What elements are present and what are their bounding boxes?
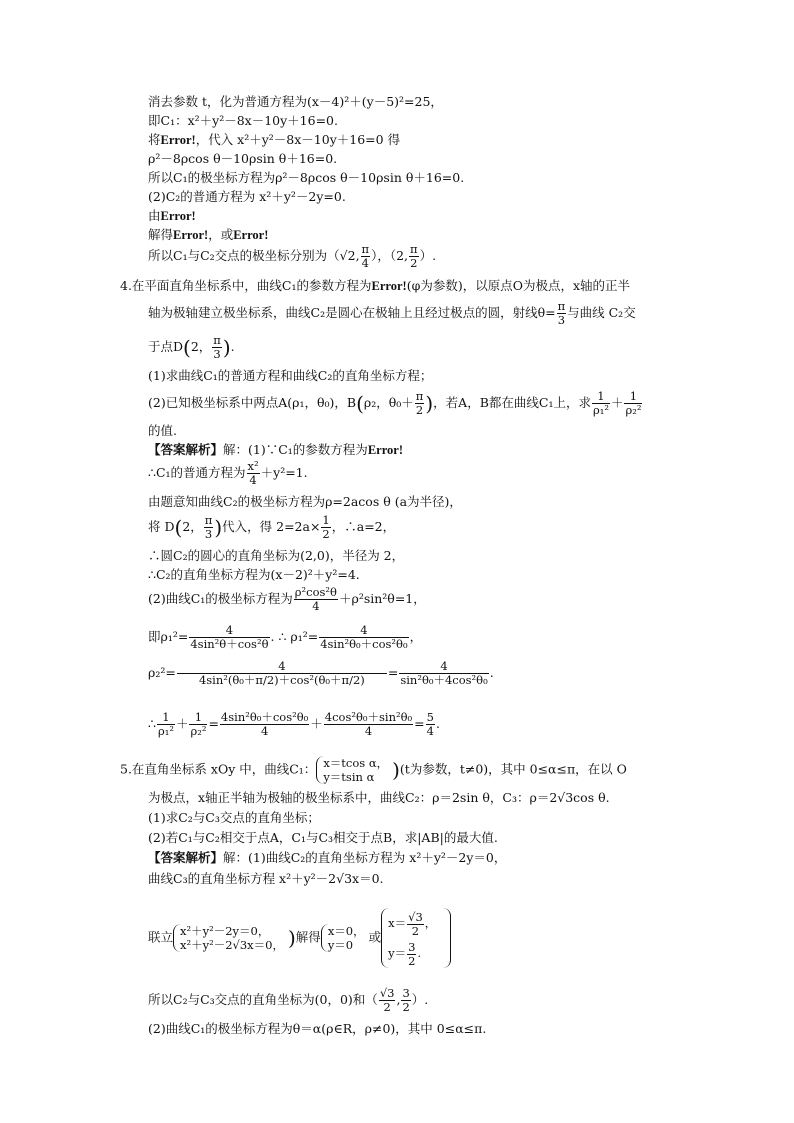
text-line: ρ²－8ρcos θ－10ρsin θ＋16=0.: [148, 151, 338, 166]
error-field: Error!: [233, 228, 269, 242]
text-line: 由题意知曲线C₂的极坐标方程为ρ=2acos θ (a为半径)，: [148, 494, 462, 509]
answer-line: 【答案解析】解：(1)曲线C₂的直角坐标方程为 x²＋y²－2y＝0，: [148, 850, 507, 865]
text-line: ∴ $\frac{1}{\text{ρ₁²}}$ ＋ $\frac{1}{\text{ρ₂²}}$ = $\frac{\text{4sin²θ₀＋cos²θ₀}}{4}$ ＋ $\frac{\text{4cos²θ₀＋sin²θ₀}}{4}$ = $\frac{5}{4}$ .: [148, 710, 440, 738]
text-line: (2)C₂的普通方程为 x²＋y²－2y=0.: [148, 189, 346, 204]
fraction: $\frac{\pi}{2}$: [410, 242, 418, 270]
fraction: $\frac{1}{\text{ρ₂²}}$: [190, 710, 207, 738]
text-line: ∴C₂的直角坐标方程为(x－2)²＋y²=4.: [148, 567, 360, 582]
answer-tag: 【答案解析】: [148, 442, 224, 457]
fraction: $\frac{\text{ρ²cos²θ}}{4}$: [294, 585, 337, 613]
error-field: Error!: [173, 228, 209, 242]
fraction: $\frac{\text{4cos²θ₀＋sin²θ₀}}{4}$: [324, 710, 413, 738]
text-line: (2)曲线C₁的极坐标方程为θ＝α(ρ∈R，ρ≠0)，其中 0≤α≤π.: [148, 1021, 487, 1036]
fraction: $\frac{√3}{2}$: [408, 909, 423, 938]
text-line: 所以C₂与C₃交点的直角坐标为(0，0)和（ $\frac{√3}{2}$ , $\frac{3}{2}$ ）.: [148, 986, 429, 1014]
fraction: $\frac{\pi}{3}$: [557, 299, 566, 327]
text-line: ∴C₁的普通方程为 $\frac{\text{x²}}{4}$ ＋y²=1.: [148, 459, 308, 487]
fraction: $\frac{\pi}{4}$: [361, 242, 370, 270]
text-line: 即C₁：x²＋y²－8x－10y＋16=0.: [148, 113, 338, 128]
fraction: $\frac{\text{4sin²θ₀＋cos²θ₀}}{4}$: [220, 710, 309, 738]
fraction: $\frac{4}{\text{sin²θ₀＋4cos²θ₀}}$: [400, 659, 488, 687]
text-line: 将Error!，代入 x²＋y²－8x－10y＋16=0 得: [148, 132, 401, 147]
equation-system: x＝tcos α， y＝tsin α: [316, 756, 392, 784]
fraction: $\frac{1}{\text{ρ₁²}}$: [592, 389, 609, 417]
fraction: $\frac{1}{\text{ρ₁²}}$: [157, 710, 174, 738]
question-4-line: 4.在平面直角坐标系中，曲线C₁的参数方程为Error!(φ为参数)，以原点O为极点，x轴的正半: [120, 278, 630, 293]
fraction: $\frac{√3}{2}$: [379, 986, 395, 1014]
text-line: ρ₂²= $\frac{4}{\text{4sin²(θ₀＋π/2)＋cos²(θ₀＋π/2)}}$ = $\frac{4}{\text{sin²θ₀＋4cos²θ₀}}$ .: [148, 659, 494, 687]
fraction: $\frac{1}{2}$: [322, 513, 330, 541]
text-line: (1)求C₂与C₃交点的直角坐标；: [148, 810, 320, 825]
text-line: 即ρ₁²= $\frac{4}{\text{4sin²θ＋cos²θ}}$ . ∴ ρ₁²= $\frac{4}{\text{4sin²θ₀＋cos²θ₀}}$ ，: [148, 623, 423, 651]
error-field: Error!: [160, 133, 196, 147]
equation-system: x＝0， y＝0: [321, 924, 369, 952]
text-line: 所以C₁的极坐标方程为ρ²－8ρcos θ－10ρsin θ＋16=0.: [148, 170, 465, 185]
answer-tag: 【答案解析】: [148, 850, 224, 865]
question-5-line: 5.在直角坐标系 xOy 中，曲线C₁： x＝tcos α， y＝tsin α )(t为参数，t≠0)，其中 0≤α≤π，在以 O: [120, 756, 627, 784]
error-field: Error!: [367, 443, 403, 457]
text-line: 所以C₁与C₂交点的极坐标分别为（√2, $\frac{\pi}{4}$ ），（2, $\frac{\pi}{2}$ ）.: [148, 242, 437, 270]
text-line: 轴为极轴建立极坐标系，曲线C₂是圆心在极轴上且经过极点的圆，射线θ= $\frac{\pi}{3}$ 与曲线 C₂交: [148, 299, 636, 327]
fraction: $\frac{\pi}{3}$: [204, 513, 213, 541]
answer-line: 【答案解析】解：(1)∵C₁的参数方程为Error!: [148, 442, 403, 457]
fraction: $\frac{4}{\text{4sin²θ₀＋cos²θ₀}}$: [320, 623, 408, 651]
fraction: $\frac{\text{x²}}{4}$: [247, 459, 259, 487]
fraction: $\frac{1}{\text{ρ₂²}}$: [625, 389, 642, 417]
text-line: (1)求曲线C₁的普通方程和曲线C₂的直角坐标方程；: [148, 368, 433, 383]
text-line: 由Error!: [148, 208, 196, 223]
equation-system: x＝ $\frac{√3}{2}$ ， y＝ $\frac{3}{2}$ .: [381, 908, 451, 968]
fraction: $\frac{\pi}{3}$: [213, 333, 221, 361]
text-line: 解得Error!，或Error!: [148, 227, 269, 242]
text-line: 消去参数 t，化为普通方程为(x－4)²＋(y－5)²=25，: [148, 94, 443, 109]
fraction: $\frac{3}{2}$: [408, 939, 416, 968]
fraction: $\frac{4}{\text{4sin²θ＋cos²θ}}$: [190, 623, 269, 651]
text-line: (2)曲线C₁的极坐标方程为 $\frac{\text{ρ²cos²θ}}{4}$ ＋ρ²sin²θ=1，: [148, 585, 426, 613]
error-field: Error!: [160, 209, 196, 223]
fraction: $\frac{\pi}{2}$: [415, 389, 424, 417]
fraction: $\frac{4}{\text{4sin²(θ₀＋π/2)＋cos²(θ₀＋π/2)}}$: [177, 660, 387, 687]
text-line: (2)已知极坐标系中两点A(ρ₁，θ₀)，B(ρ₂，θ₀＋ $\frac{\pi}{2}$ )，若A，B都在曲线C₁上，求 $\frac{1}{\text{ρ₁²}}$ ＋ $\frac{1}{\text{ρ₂²}}$: [148, 389, 642, 417]
error-field: Error!: [371, 279, 407, 293]
fraction: $\frac{3}{2}$: [402, 986, 410, 1014]
text-line: 的值.: [148, 423, 177, 438]
text-line: ∴圆C₂的圆心的直角坐标为(2,0)，半径为 2，: [148, 548, 405, 563]
text-line: 联立 x²＋y²－2y＝0， x²＋y²－2√3x＝0， )解得 x＝0， y＝0 或 x＝ $\frac{√3}{2}$ ， y＝ $\frac{3}{2}$ .: [148, 908, 451, 968]
text-line: 于点D(2， $\frac{\pi}{3}$ ).: [148, 333, 235, 361]
text-line: 为极点，x轴正半轴为极轴的极坐标系中，曲线C₂：ρ＝2sin θ，C₃：ρ＝2√3cos θ.: [148, 790, 610, 805]
fraction: $\frac{5}{4}$: [426, 710, 434, 738]
text-line: (2)若C₁与C₂相交于点A，C₁与C₃相交于点B，求|AB|的最大值.: [148, 830, 498, 845]
text-line: 将 D(2， $\frac{\pi}{3}$ )代入，得 2=2a× $\frac{1}{2}$ ，∴a=2，: [148, 513, 396, 541]
text-line: 曲线C₃的直角坐标方程 x²＋y²－2√3x＝0.: [148, 871, 384, 886]
equation-system: x²＋y²－2y＝0， x²＋y²－2√3x＝0，: [173, 924, 288, 952]
